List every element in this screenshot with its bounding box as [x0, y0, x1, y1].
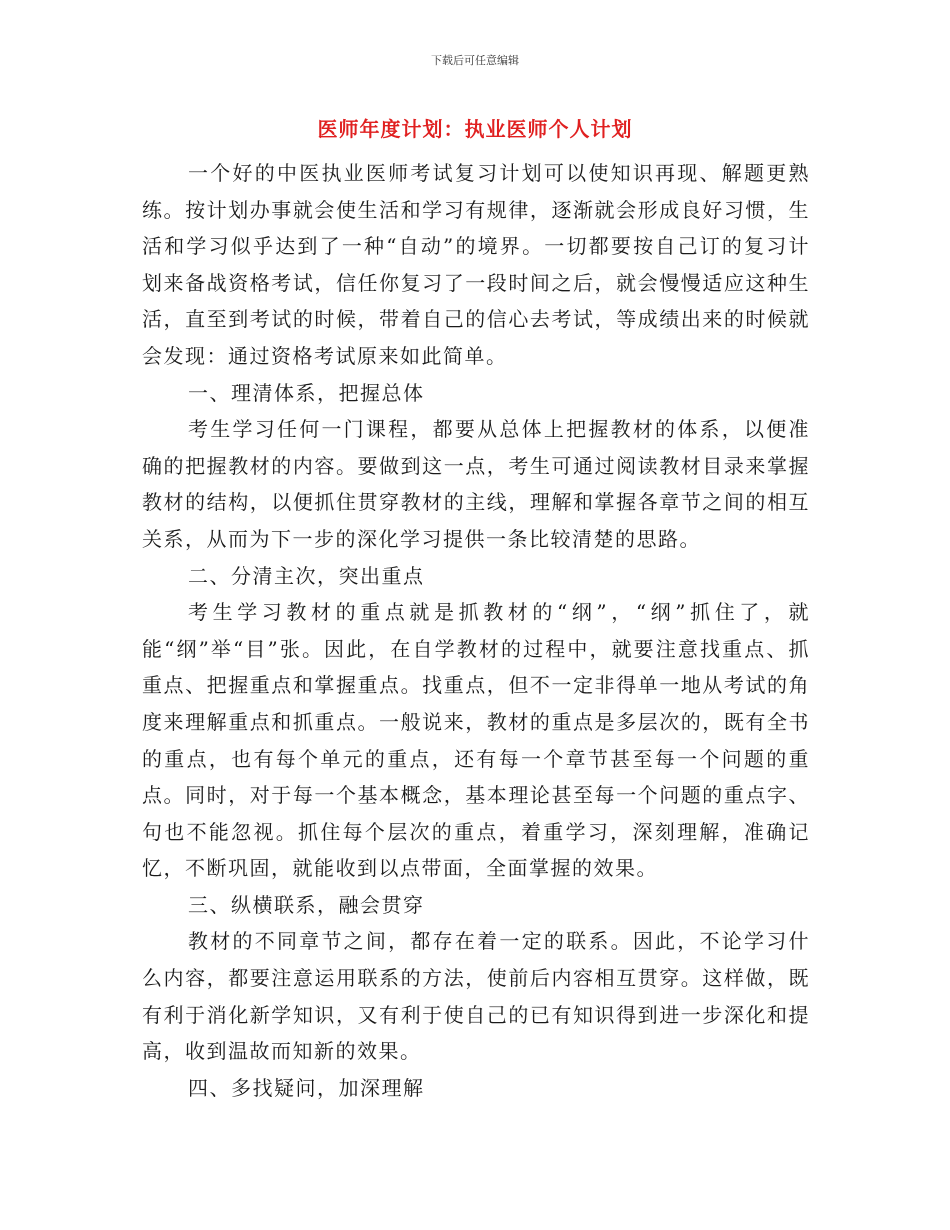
section-heading-4: 四、多找疑问，加深理解	[188, 1075, 425, 1100]
section-heading-2: 二、分清主次，突出重点	[188, 563, 425, 588]
section-heading-3: 三、纵横联系，融会贯穿	[188, 892, 425, 917]
page-header-note: 下载后可任意编辑	[431, 54, 519, 67]
section-heading-1: 一、理清体系，把握总体	[188, 380, 425, 405]
section-paragraph-1: 考生学习任何一门课程，都要从总体上把握教材的体系，以便准确的把握教材的内容。要做到这一点，考生可通过阅读教材目录来掌握教材的结构，以便抓住贯穿教材的主线，理解和掌握各章节之间的相互关系，从而为下一步的深化学习提供一条比较清楚的思路。	[142, 417, 810, 551]
intro-paragraph: 一个好的中医执业医师考试复习计划可以使知识再现、解题更熟练。按计划办事就会使生活和学习有规律，逐渐就会形成良好习惯，生活和学习似乎达到了一种“自动”的境界。一切都要按自己订的复习计划来备战资格考试，信任你复习了一段时间之后，就会慢慢适应这种生活，直至到考试的时候，带着自己的信心去考试，等成绩出来的时候就会发现：通过资格考试原来如此简单。	[142, 161, 810, 368]
document-body	[142, 155, 810, 1106]
section-paragraph-3: 教材的不同章节之间，都存在着一定的联系。因此，不论学习什么内容，都要注意运用联系的方法，使前后内容相互贯穿。这样做，既有利于消化新学知识，又有利于使自己的已有知识得到进一步深化和提高，收到温故而知新的效果。	[142, 929, 810, 1064]
document-title: 医师年度计划：执业医师个人计划	[317, 117, 633, 141]
section-paragraph-2: 考生学习教材的重点就是抓教材的“纲”，“纲”抓住了，就能“纲”举“目”张。因此，在自学教材的过程中，就要注意找重点、抓重点、把握重点和掌握重点。找重点，但不一定非得单一地从考试的角度来理解重点和抓重点。一般说来，教材的重点是多层次的，既有全书的重点，也有每个单元的重点，还有每一个章节甚至每一个问题的重点。同时，对于每一个基本概念，基本理论甚至每一个问题的重点字、句也不能忽视。抓住每个层次的重点，着重学习，深刻理解，准确记忆，不断巩固，就能收到以点带面，全面掌握的效果。	[142, 600, 810, 881]
